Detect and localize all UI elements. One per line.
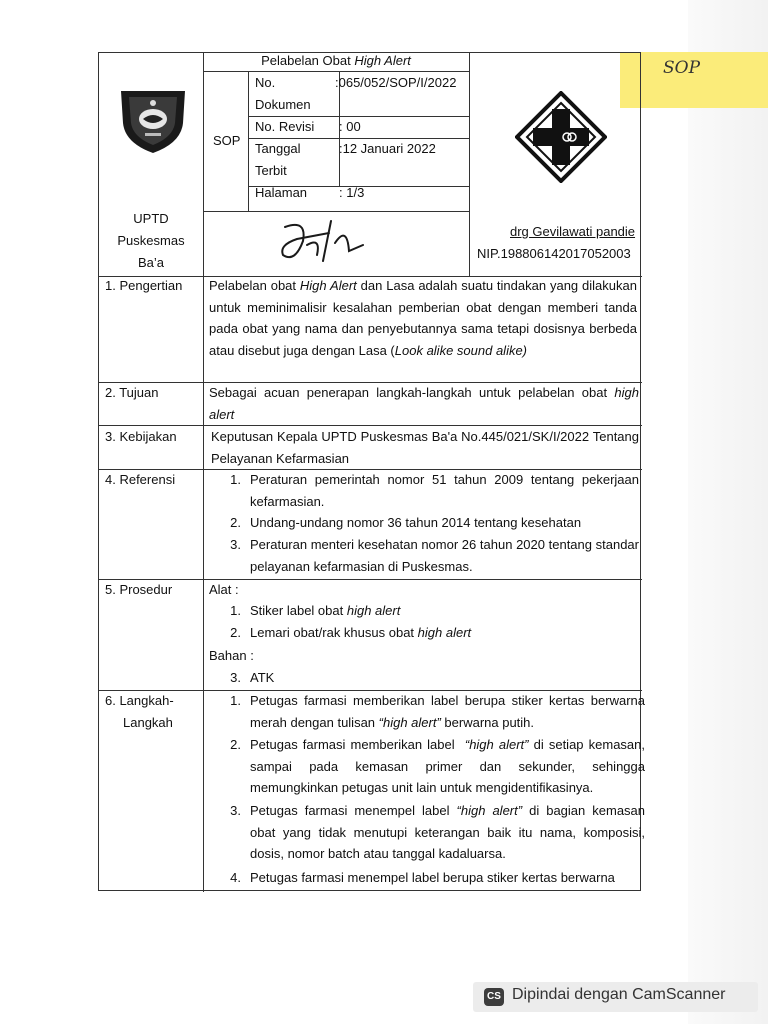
page-label: Halaman — [255, 185, 308, 200]
revision-label: No. Revisi — [255, 119, 315, 134]
doc-number-label-line1: No. — [255, 75, 276, 90]
section-label-prosedur: 5. Prosedur — [105, 582, 173, 597]
section-label-langkah-2: Langkah — [123, 715, 173, 730]
section-text-pengertian: Pelabelan obat High Alert dan Lasa adalah suatu tindakan yang dilakukan untuk meminimalisir kesalahan pemberian obat dengan memberi tanda pada obat yang nama dan penyebutannya sama tetapi dosisnya berbeda atau disebut juga dengan Lasa (Look alike sound alike) — [209, 278, 637, 358]
referensi-item: Undang-undang nomor 36 tahun 2014 tentang kesehatan — [250, 515, 582, 530]
sop-label: SOP — [213, 133, 241, 148]
section-label-langkah: 6. Langkah- — [105, 693, 174, 708]
alat-item: Lemari obat/rak khusus obat high alert — [250, 625, 472, 640]
section-text-tujuan: Sebagai acuan penerapan langkah-langkah untuk pelabelan obat high alert — [209, 385, 639, 422]
issue-date-value: :12 Januari 2022 — [339, 141, 436, 156]
alat-label: Alat : — [209, 582, 239, 597]
title-text: Pelabelan Obat High Alert — [261, 53, 411, 68]
section-label-tujuan: 2. Tujuan — [105, 385, 159, 400]
page-edge — [688, 0, 768, 1024]
referensi-item: Peraturan pemerintah nomor 51 tahun 2009 tentang pekerjaan kefarmasian. — [250, 472, 639, 509]
signer-name: drg Gevilawati pandie — [510, 224, 636, 239]
signer-nip: NIP.198806142017052003 — [477, 246, 631, 261]
list-number: 3. — [230, 537, 241, 552]
langkah-item: Petugas farmasi memberikan label berupa stiker kertas berwarna merah dengan tulisan “high alert” berwarna putih. — [250, 693, 645, 730]
section-text-kebijakan: Keputusan Kepala UPTD Puskesmas Ba'a No.445/021/SK/I/2022 Tentang Pelayanan Kefarmasian — [211, 429, 639, 466]
doc-number-value: :065/052/SOP/I/2022 — [335, 75, 457, 90]
camscanner-text: Dipindai dengan CamScanner — [512, 986, 726, 1003]
page-value: : 1/3 — [339, 185, 365, 200]
section-label-kebijakan: 3. Kebijakan — [105, 429, 177, 444]
issue-date-label-line1: Tanggal — [255, 141, 301, 156]
doc-number-label-line2: Dokumen — [255, 97, 311, 112]
list-number: 2. — [230, 737, 241, 752]
list-number: 2. — [230, 625, 241, 640]
list-number: 3. — [230, 670, 241, 685]
puskesmas-logo-icon — [515, 91, 607, 183]
section-label-pengertian: 1. Pengertian — [105, 278, 183, 293]
issue-date-label-line2: Terbit — [255, 163, 287, 178]
revision-value: : 00 — [339, 119, 361, 134]
list-number: 1. — [230, 603, 241, 618]
referensi-item: Peraturan menteri kesehatan nomor 26 tahun 2020 tentang standar pelayanan kefarmasian di Puskesmas. — [250, 537, 639, 574]
langkah-item: Petugas farmasi menempel label “high alert” di bagian kemasan obat yang tidak menutupi keterangan baik itu nama, komposisi, dosis, nomor batch atau tanggal kadaluarsa. — [250, 803, 646, 861]
sop-document — [98, 52, 646, 891]
regency-emblem-icon — [115, 81, 191, 157]
section-label-referensi: 4. Referensi — [105, 472, 176, 487]
list-number: 1. — [230, 472, 241, 487]
sticky-note-text: SOP — [663, 58, 701, 78]
document-title — [203, 50, 469, 72]
bahan-label: Bahan : — [209, 648, 254, 663]
camscanner-logo-icon: CS — [484, 988, 504, 1006]
signature — [277, 215, 367, 273]
alat-item: Stiker label obat high alert — [250, 603, 401, 618]
list-number: 1. — [230, 693, 241, 708]
org-name: UPTD Puskesmas Ba’a — [117, 211, 185, 270]
list-number: 2. — [230, 515, 241, 530]
bahan-item: ATK — [250, 670, 275, 685]
list-number: 3. — [230, 803, 241, 818]
langkah-item: Petugas farmasi memberikan label “high alert” di setiap kemasan, sampai pada kemasan primer dan sekunder, sehingga memungkinkan petugas unit lain untuk mengidentifikasinya. — [250, 737, 645, 795]
list-number: 4. — [230, 870, 241, 885]
langkah-item: Petugas farmasi menempel label berupa stiker kertas berwarna — [250, 870, 615, 885]
